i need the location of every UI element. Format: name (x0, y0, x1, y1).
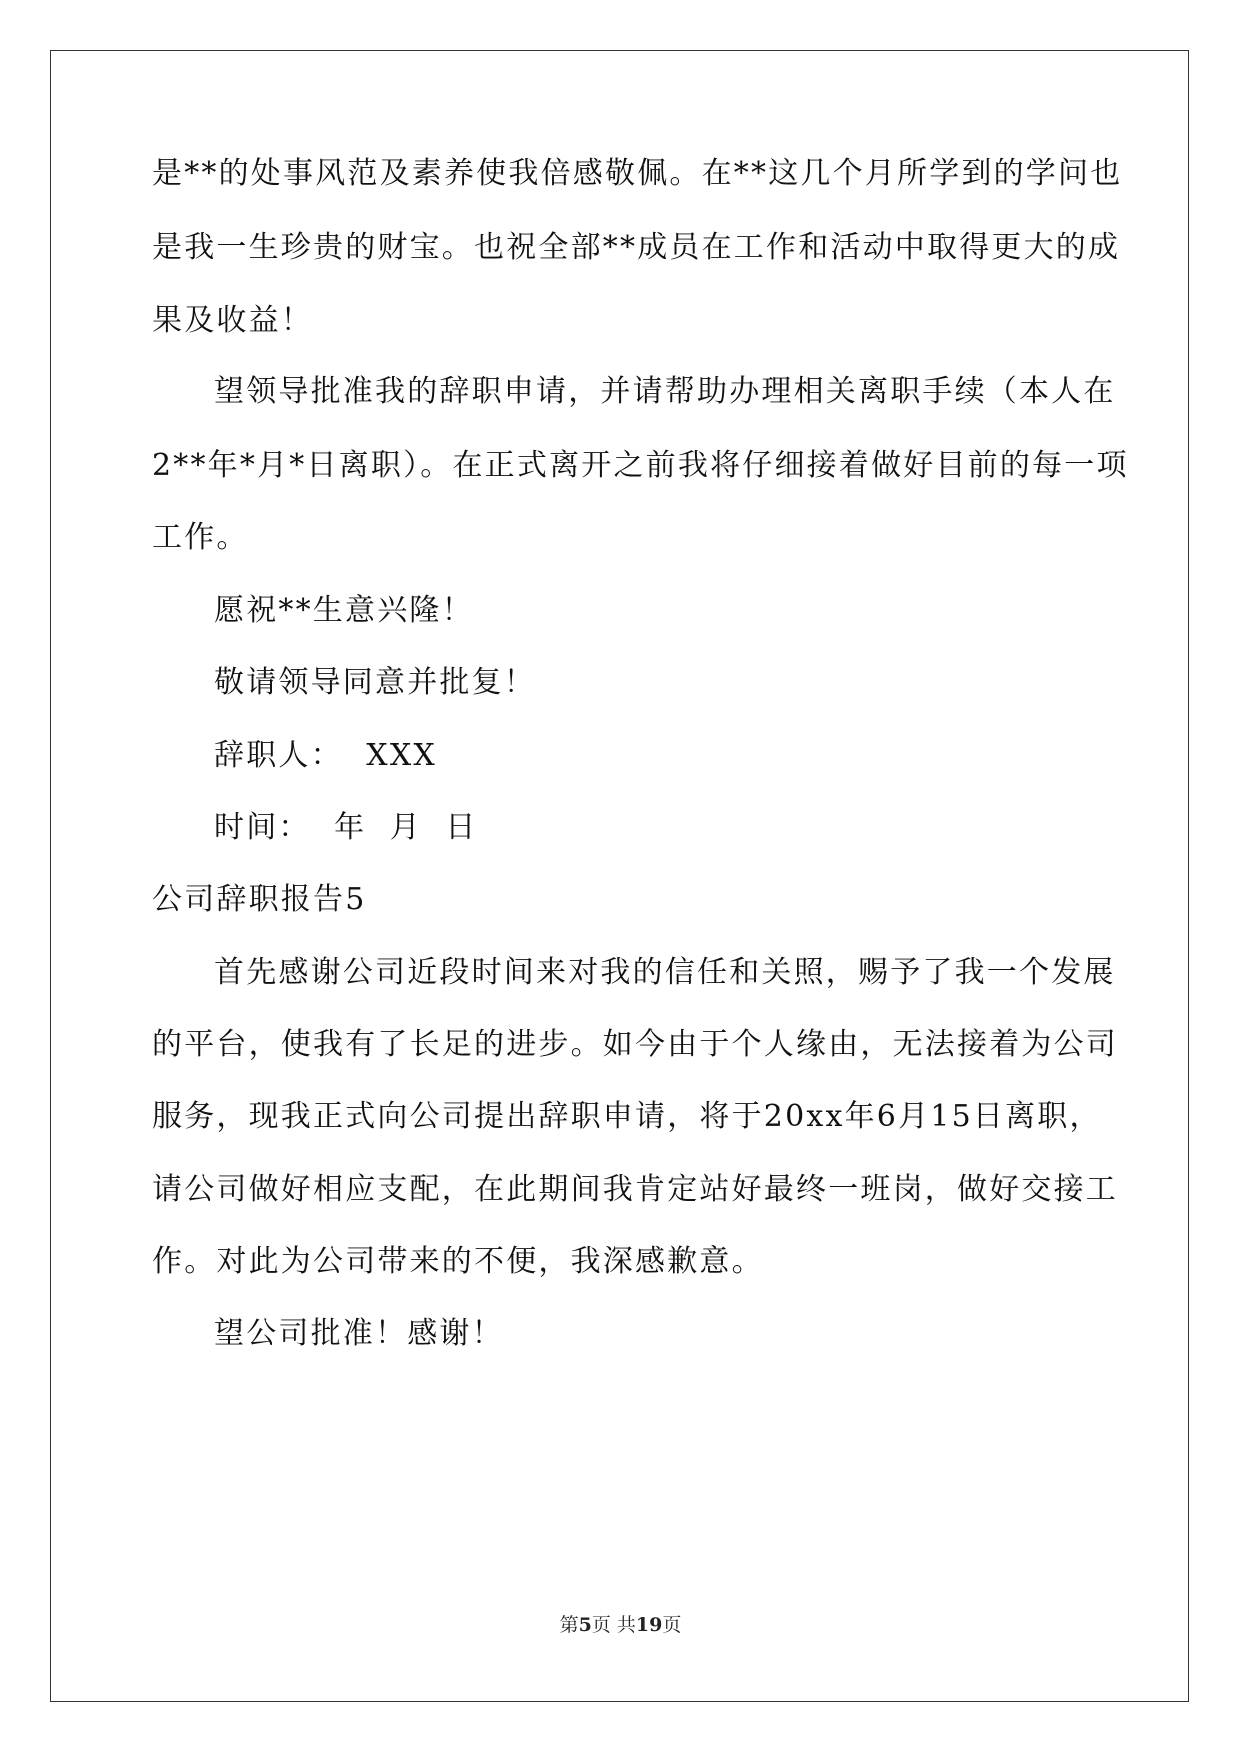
text-line: 作。对此为公司带来的不便，我深感歉意。 (152, 1244, 764, 1279)
text-line: 工作。 (152, 520, 249, 555)
total-page-number: 19 (635, 1614, 663, 1636)
date-line: 时间： 年 月 日 (214, 810, 478, 845)
signature-line: 辞职人： XXX (214, 738, 437, 773)
footer-suffix: 页 (662, 1614, 682, 1636)
closing-line: 望公司批准！感谢！ (214, 1316, 504, 1351)
request-line: 敬请领导同意并批复！ (214, 665, 536, 700)
text-line: 2**年*月*日离职）。在正式离开之前我将仔细接着做好目前的每一项 (152, 448, 1129, 483)
footer-prefix: 第 (559, 1614, 579, 1636)
text-line: 请公司做好相应支配，在此期间我肯定站好最终一班岗，做好交接工 (152, 1172, 1118, 1207)
text-line: 服务，现我正式向公司提出辞职申请，将于20xx年6月15日离职， (152, 1099, 1102, 1134)
text-line: 首先感谢公司近段时间来对我的信任和关照，赐予了我一个发展 (214, 955, 1116, 990)
text-line: 是**的处事风范及素养使我倍感敬佩。在**这几个月所学到的学问也 (152, 156, 1123, 191)
text-line: 是我一生珍贵的财宝。也祝全部**成员在工作和活动中取得更大的成 (152, 230, 1121, 265)
section-title: 公司辞职报告5 (152, 882, 367, 917)
current-page-number: 5 (578, 1614, 592, 1636)
page-footer (0, 1613, 1241, 1637)
text-line: 果及收益！ (152, 303, 313, 338)
page-border (50, 50, 1189, 1702)
text-line: 望领导批准我的辞职申请，并请帮助办理相关离职手续（本人在 (214, 374, 1116, 409)
text-line: 的平台，使我有了长足的进步。如今由于个人缘由，无法接着为公司 (152, 1027, 1118, 1062)
footer-mid: 页 共 (591, 1614, 636, 1636)
blessing-line: 愿祝**生意兴隆！ (214, 593, 474, 628)
